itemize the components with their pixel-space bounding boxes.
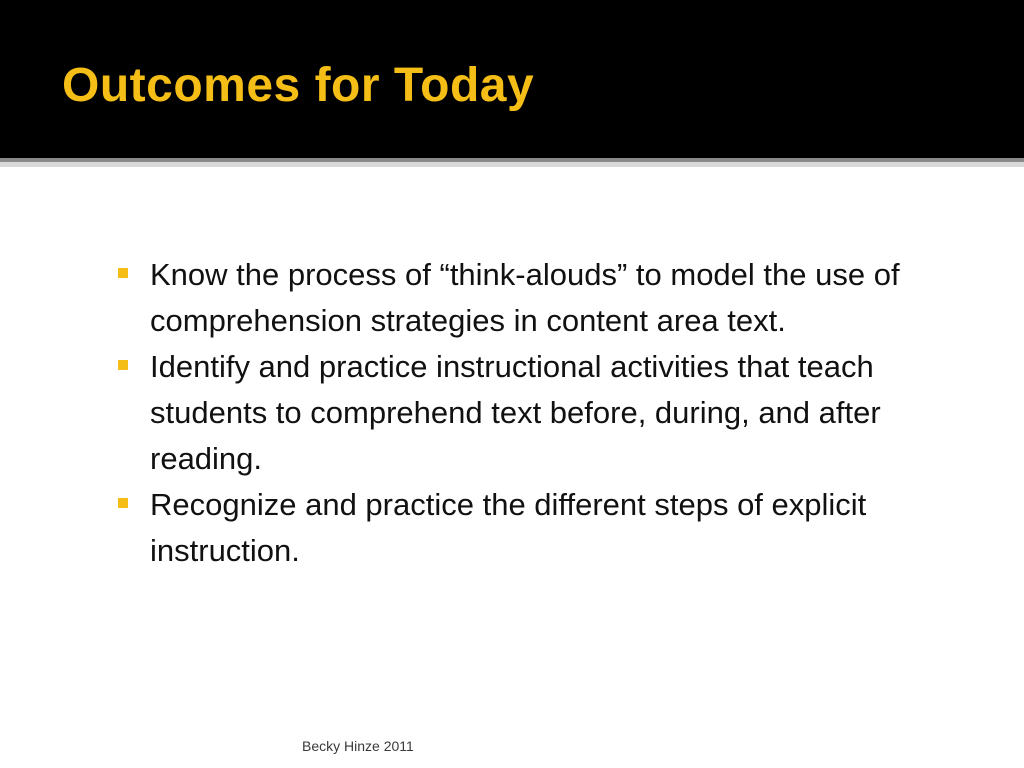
list-item <box>116 344 916 482</box>
square-bullet-icon <box>118 498 128 508</box>
square-bullet-icon <box>118 268 128 278</box>
list-item <box>116 252 916 344</box>
footer-credit: Becky Hinze 2011 <box>302 738 414 754</box>
title-divider-shadow <box>0 162 1024 167</box>
bullet-text: Recognize and practice the different steps of explicit instruction. <box>150 487 867 568</box>
bullet-text: Know the process of “think-alouds” to model the use of comprehension strategies in content area text. <box>150 257 900 338</box>
slide-title: Outcomes for Today <box>62 59 535 112</box>
square-bullet-icon <box>118 360 128 370</box>
title-bar <box>0 0 1024 158</box>
list-item <box>116 482 916 574</box>
bullet-text: Identify and practice instructional activities that teach students to comprehend text before, during, and after reading. <box>150 349 881 476</box>
outcomes-list <box>116 252 916 574</box>
